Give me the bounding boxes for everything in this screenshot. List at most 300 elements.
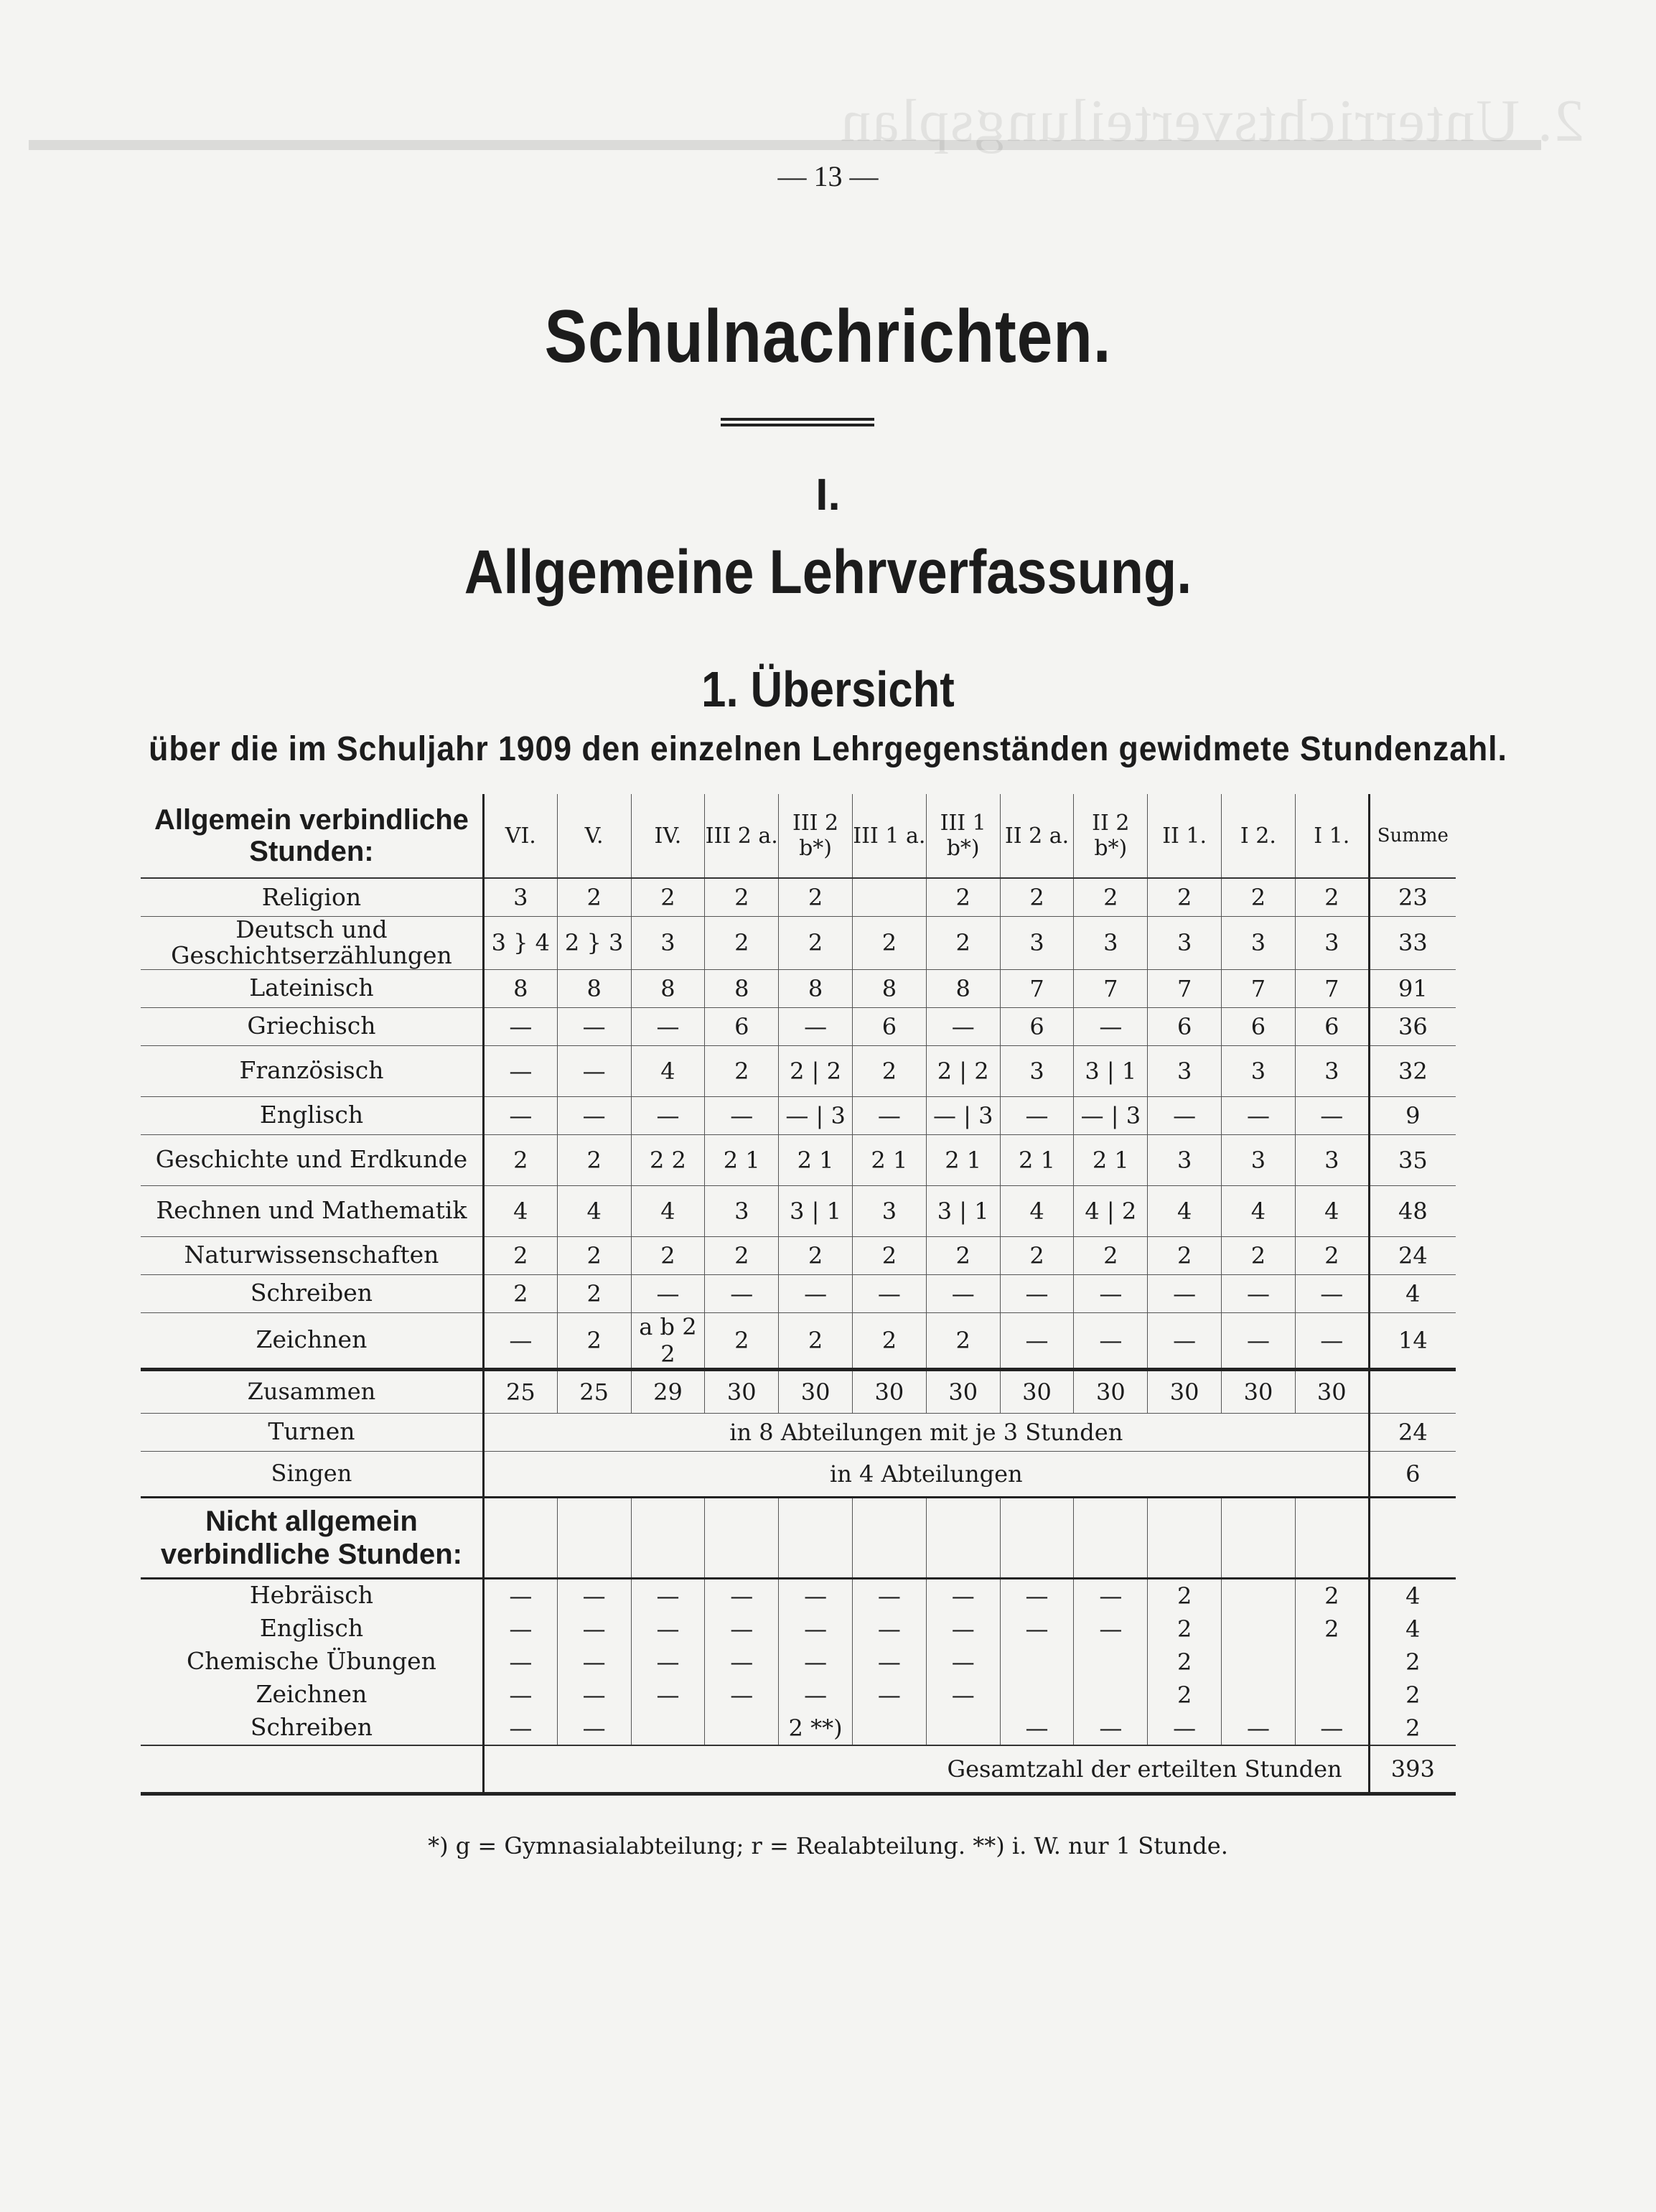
hours-table-body: [141, 794, 1456, 1793]
hours-cell: 3: [631, 917, 705, 970]
sum-cell: 35: [1369, 1134, 1456, 1185]
subject-label: Religion: [141, 878, 483, 917]
table-row: [141, 969, 1456, 1007]
hours-cell: —: [1222, 1096, 1296, 1134]
table-row: [141, 1274, 1456, 1312]
hours-cell: 2: [557, 878, 631, 917]
hours-cell: —: [631, 1096, 705, 1134]
optional-row: [141, 1578, 1456, 1613]
hours-cell: [1074, 1679, 1148, 1712]
hours-cell: —: [926, 1646, 1000, 1679]
column-header: II 1.: [1148, 794, 1222, 878]
sum-cell: 4: [1369, 1578, 1456, 1613]
hours-cell: 2: [1074, 1236, 1148, 1274]
hours-cell: 3: [1000, 917, 1074, 970]
hours-cell: —: [779, 1274, 853, 1312]
turnen-sum: 24: [1369, 1413, 1456, 1451]
hours-cell: —: [631, 1007, 705, 1045]
hours-cell: —: [705, 1646, 779, 1679]
hours-cell: —: [483, 1045, 557, 1096]
total-cell: 30: [1074, 1369, 1148, 1413]
empty-cell: [631, 1497, 705, 1578]
hours-cell: —: [852, 1679, 926, 1712]
hours-cell: 3 } 4: [483, 917, 557, 970]
hours-cell: —: [852, 1578, 926, 1613]
hours-cell: 2: [1222, 878, 1296, 917]
hours-cell: 2: [705, 1312, 779, 1369]
hours-cell: 2: [705, 917, 779, 970]
sum-cell: 9: [1369, 1096, 1456, 1134]
hours-cell: 2: [705, 1045, 779, 1096]
sum-cell: 23: [1369, 878, 1456, 917]
total-cell: 30: [1222, 1369, 1296, 1413]
hours-cell: 3: [1222, 917, 1296, 970]
hours-cell: [1222, 1578, 1296, 1613]
hours-cell: [705, 1712, 779, 1745]
hours-cell: [852, 878, 926, 917]
bleed-through-text: 2. Unterrichtsverteilungsplan: [839, 88, 1584, 154]
singen-label: Singen: [141, 1451, 483, 1497]
hours-cell: 8: [926, 969, 1000, 1007]
subject-label: Lateinisch: [141, 969, 483, 1007]
subject-label: Englisch: [141, 1096, 483, 1134]
total-cell: 30: [779, 1369, 853, 1413]
hours-cell: —: [852, 1646, 926, 1679]
hours-cell: 6: [705, 1007, 779, 1045]
section-title: Allgemeine Lehrverfassung.: [464, 538, 1192, 607]
header-label: Allgemein verbindliche Stunden:: [141, 794, 483, 878]
hours-cell: 2: [1074, 878, 1148, 917]
hours-cell: — | 3: [779, 1096, 853, 1134]
column-header: I 2.: [1222, 794, 1296, 878]
hours-cell: 2 1: [779, 1134, 853, 1185]
total-label: Zusammen: [141, 1369, 483, 1413]
hours-cell: 3: [1222, 1045, 1296, 1096]
sum-cell: 91: [1369, 969, 1456, 1007]
hours-cell: 2: [926, 878, 1000, 917]
hours-cell: —: [557, 1646, 631, 1679]
hours-cell: 3: [1074, 917, 1148, 970]
optional-row: [141, 1712, 1456, 1745]
total-cell: 29: [631, 1369, 705, 1413]
hours-cell: 2: [779, 917, 853, 970]
hours-cell: 2 1: [705, 1134, 779, 1185]
hours-cell: [1000, 1646, 1074, 1679]
hours-cell: 3: [483, 878, 557, 917]
hours-cell: 2: [557, 1274, 631, 1312]
hours-cell: 2: [483, 1236, 557, 1274]
subject-label: Zeichnen: [141, 1679, 483, 1712]
table-caption: über die im Schuljahr 1909 den einzelnen Lehrgegenständen gewidmete Stundenzahl.: [149, 730, 1507, 768]
hours-cell: —: [483, 1613, 557, 1646]
subject-label: Chemische Übungen: [141, 1646, 483, 1679]
hours-cell: —: [1000, 1312, 1074, 1369]
hours-cell: —: [483, 1712, 557, 1745]
sum-cell: 48: [1369, 1185, 1456, 1236]
hours-cell: 2: [557, 1134, 631, 1185]
hours-cell: 2: [631, 1236, 705, 1274]
hours-cell: —: [483, 1312, 557, 1369]
hours-cell: 2: [1000, 878, 1074, 917]
hours-cell: [1222, 1613, 1296, 1646]
hours-cell: 2: [852, 1045, 926, 1096]
hours-cell: —: [1295, 1312, 1369, 1369]
hours-cell: 8: [852, 969, 926, 1007]
table-row: [141, 917, 1456, 970]
hours-cell: 4: [1000, 1185, 1074, 1236]
hours-cell: —: [1074, 1312, 1148, 1369]
hours-cell: —: [483, 1007, 557, 1045]
hours-cell: —: [705, 1274, 779, 1312]
hours-cell: 6: [852, 1007, 926, 1045]
column-header: III 2 b*): [779, 794, 853, 878]
empty-cell: [779, 1497, 853, 1578]
total-cell: 25: [557, 1369, 631, 1413]
hours-cell: 2: [779, 878, 853, 917]
hours-cell: —: [483, 1646, 557, 1679]
hours-cell: —: [779, 1679, 853, 1712]
hours-cell: —: [1148, 1312, 1222, 1369]
double-rule-divider: [721, 418, 874, 426]
hours-cell: [1000, 1679, 1074, 1712]
empty-cell: [1148, 1497, 1222, 1578]
hours-cell: —: [1222, 1712, 1296, 1745]
hours-cell: 6: [1148, 1007, 1222, 1045]
subject-label: Rechnen und Mathematik: [141, 1185, 483, 1236]
subject-label: Schreiben: [141, 1274, 483, 1312]
hours-cell: —: [1000, 1578, 1074, 1613]
singen-sum: 6: [1369, 1451, 1456, 1497]
hours-cell: — | 3: [1074, 1096, 1148, 1134]
hours-cell: 2: [1295, 878, 1369, 917]
subject-label: Deutsch und Geschichtserzählungen: [141, 917, 483, 970]
page-number: — 13 —: [777, 160, 879, 192]
optional-row: [141, 1646, 1456, 1679]
hours-cell: —: [705, 1578, 779, 1613]
hours-cell: [926, 1712, 1000, 1745]
hours-cell: [631, 1712, 705, 1745]
hours-cell: 4: [1148, 1185, 1222, 1236]
hours-cell: 3: [1295, 1134, 1369, 1185]
hours-cell: 2: [852, 1312, 926, 1369]
hours-cell: 4 | 2: [1074, 1185, 1148, 1236]
subject-label: Griechisch: [141, 1007, 483, 1045]
hours-cell: 2: [1148, 1679, 1222, 1712]
hours-cell: —: [852, 1096, 926, 1134]
hours-cell: 8: [631, 969, 705, 1007]
subject-label: Englisch: [141, 1613, 483, 1646]
total-cell: 30: [926, 1369, 1000, 1413]
hours-cell: 2: [1148, 1236, 1222, 1274]
hours-cell: —: [926, 1613, 1000, 1646]
hours-cell: 4: [631, 1045, 705, 1096]
hours-cell: —: [1295, 1096, 1369, 1134]
hours-cell: —: [705, 1096, 779, 1134]
subject-label: Zeichnen: [141, 1312, 483, 1369]
turnen-label: Turnen: [141, 1413, 483, 1451]
hours-cell: 4: [557, 1185, 631, 1236]
turnen-row: [141, 1413, 1456, 1451]
hours-cell: 2: [852, 917, 926, 970]
optional-row: [141, 1613, 1456, 1646]
hours-cell: 2 | 2: [926, 1045, 1000, 1096]
hours-cell: [1222, 1646, 1296, 1679]
hours-cell: 7: [1222, 969, 1296, 1007]
hours-cell: —: [779, 1578, 853, 1613]
hours-cell: —: [926, 1274, 1000, 1312]
hours-cell: 3: [1295, 1045, 1369, 1096]
hours-cell: 2: [631, 878, 705, 917]
hours-table: [141, 794, 1456, 1796]
column-header: IV.: [631, 794, 705, 878]
hours-cell: 4: [1222, 1185, 1296, 1236]
table-header-row: [141, 794, 1456, 878]
sum-cell: 14: [1369, 1312, 1456, 1369]
hours-cell: 2: [1295, 1578, 1369, 1613]
hours-cell: 4: [1295, 1185, 1369, 1236]
hours-cell: 3 | 1: [926, 1185, 1000, 1236]
section-numeral: I.: [815, 470, 841, 520]
column-header: VI.: [483, 794, 557, 878]
hours-cell: 2 1: [1000, 1134, 1074, 1185]
column-header: III 1 a.: [852, 794, 926, 878]
hours-cell: 8: [779, 969, 853, 1007]
hours-cell: 2: [1148, 878, 1222, 917]
hours-cell: 2: [926, 1312, 1000, 1369]
hours-cell: —: [1148, 1096, 1222, 1134]
singen-row: [141, 1451, 1456, 1497]
subject-label: Naturwissenschaften: [141, 1236, 483, 1274]
hours-cell: 2 | 2: [779, 1045, 853, 1096]
sum-cell: 4: [1369, 1613, 1456, 1646]
hours-cell: 2: [1222, 1236, 1296, 1274]
sum-cell: 2: [1369, 1646, 1456, 1679]
hours-cell: 2: [926, 1236, 1000, 1274]
total-cell: 30: [705, 1369, 779, 1413]
hours-cell: —: [1295, 1712, 1369, 1745]
hours-cell: 2: [1148, 1578, 1222, 1613]
hours-cell: —: [483, 1096, 557, 1134]
empty-sum-cell: [1369, 1497, 1456, 1578]
total-cell: 25: [483, 1369, 557, 1413]
hours-cell: —: [705, 1679, 779, 1712]
hours-cell: —: [1000, 1274, 1074, 1312]
hours-cell: —: [1222, 1312, 1296, 1369]
table-row: [141, 1312, 1456, 1369]
subject-label: Geschichte und Erdkunde: [141, 1134, 483, 1185]
empty-cell: [852, 1497, 926, 1578]
table-row: [141, 1007, 1456, 1045]
column-header: II 2 a.: [1000, 794, 1074, 878]
sum-cell: 2: [1369, 1712, 1456, 1745]
hours-cell: 2: [779, 1312, 853, 1369]
hours-cell: 2: [926, 917, 1000, 970]
hours-cell: 2 1: [852, 1134, 926, 1185]
hours-cell: [1222, 1679, 1296, 1712]
optional-header-row: [141, 1497, 1456, 1578]
hours-cell: —: [631, 1679, 705, 1712]
column-header: III 1 b*): [926, 794, 1000, 878]
hours-cell: 2: [557, 1236, 631, 1274]
sum-cell: 33: [1369, 917, 1456, 970]
table-row: [141, 1185, 1456, 1236]
column-header: III 2 a.: [705, 794, 779, 878]
total-cell: 30: [1000, 1369, 1074, 1413]
hours-cell: 8: [557, 969, 631, 1007]
sum-cell: 32: [1369, 1045, 1456, 1096]
hours-cell: —: [483, 1578, 557, 1613]
subject-label: Hebräisch: [141, 1578, 483, 1613]
table-row: [141, 1236, 1456, 1274]
hours-cell: —: [705, 1613, 779, 1646]
hours-cell: —: [631, 1274, 705, 1312]
hours-cell: 3: [1295, 917, 1369, 970]
hours-cell: [1295, 1646, 1369, 1679]
hours-cell: 3: [1148, 917, 1222, 970]
hours-cell: 6: [1000, 1007, 1074, 1045]
total-cell: 30: [1295, 1369, 1369, 1413]
grand-total-sum: 393: [1369, 1745, 1456, 1794]
empty-cell: [1295, 1497, 1369, 1578]
hours-cell: —: [557, 1007, 631, 1045]
hours-cell: —: [1148, 1274, 1222, 1312]
column-header: V.: [557, 794, 631, 878]
column-header: I 1.: [1295, 794, 1369, 878]
column-header: II 2 b*): [1074, 794, 1148, 878]
empty-cell: [926, 1497, 1000, 1578]
hours-cell: 3: [1000, 1045, 1074, 1096]
hours-cell: 2: [1295, 1613, 1369, 1646]
hours-cell: 2: [1148, 1646, 1222, 1679]
hours-cell: —: [1074, 1578, 1148, 1613]
hours-cell: —: [557, 1045, 631, 1096]
hours-cell: —: [779, 1646, 853, 1679]
subject-label: Schreiben: [141, 1712, 483, 1745]
hours-cell: —: [1295, 1274, 1369, 1312]
total-sum-cell: [1369, 1369, 1456, 1413]
hours-cell: 7: [1148, 969, 1222, 1007]
hours-cell: 2 2: [631, 1134, 705, 1185]
hours-cell: 3: [1148, 1045, 1222, 1096]
hours-cell: —: [852, 1613, 926, 1646]
hours-cell: —: [557, 1679, 631, 1712]
hours-cell: [852, 1712, 926, 1745]
hours-cell: 2 } 3: [557, 917, 631, 970]
hours-cell: —: [1000, 1712, 1074, 1745]
hours-cell: —: [631, 1613, 705, 1646]
hours-cell: 4: [483, 1185, 557, 1236]
hours-cell: —: [926, 1007, 1000, 1045]
hours-cell: 7: [1074, 969, 1148, 1007]
grand-total-spacer: [141, 1745, 483, 1794]
hours-table-wrapper: [141, 794, 1456, 1796]
hours-cell: —: [557, 1578, 631, 1613]
footnote: *) g = Gymnasialabteilung; r = Realabteilung. **) i. W. nur 1 Stunde.: [428, 1832, 1228, 1859]
hours-cell: 2: [705, 878, 779, 917]
table-row: [141, 1045, 1456, 1096]
hours-cell: 2 1: [926, 1134, 1000, 1185]
empty-cell: [483, 1497, 557, 1578]
hours-cell: —: [852, 1274, 926, 1312]
hours-cell: [1074, 1646, 1148, 1679]
hours-cell: 3 | 1: [779, 1185, 853, 1236]
hours-cell: 2: [779, 1236, 853, 1274]
total-cell: 30: [852, 1369, 926, 1413]
hours-cell: 3: [852, 1185, 926, 1236]
hours-cell: —: [779, 1007, 853, 1045]
hours-cell: —: [483, 1679, 557, 1712]
hours-cell: 3: [705, 1185, 779, 1236]
hours-cell: —: [926, 1578, 1000, 1613]
empty-cell: [557, 1497, 631, 1578]
hours-cell: 2: [1148, 1613, 1222, 1646]
empty-cell: [705, 1497, 779, 1578]
hours-cell: 2 1: [1074, 1134, 1148, 1185]
sum-cell: 36: [1369, 1007, 1456, 1045]
subsection-title: 1. Übersicht: [701, 661, 955, 717]
hours-cell: 2: [1295, 1236, 1369, 1274]
total-cell: 30: [1148, 1369, 1222, 1413]
empty-cell: [1222, 1497, 1296, 1578]
hours-cell: —: [1074, 1712, 1148, 1745]
hours-cell: —: [631, 1578, 705, 1613]
hours-cell: 2: [483, 1134, 557, 1185]
hours-cell: 3: [1148, 1134, 1222, 1185]
subject-label: Französisch: [141, 1045, 483, 1096]
turnen-note: in 8 Abteilungen mit je 3 Stunden: [483, 1413, 1369, 1451]
optional-header-label: Nicht allgemein verbindliche Stunden:: [141, 1497, 483, 1578]
table-row: [141, 1134, 1456, 1185]
empty-cell: [1074, 1497, 1148, 1578]
empty-cell: [1000, 1497, 1074, 1578]
hours-cell: —: [557, 1712, 631, 1745]
hours-cell: 8: [705, 969, 779, 1007]
table-row: [141, 878, 1456, 917]
hours-cell: —: [1074, 1613, 1148, 1646]
hours-cell: 6: [1295, 1007, 1369, 1045]
grand-total-label: Gesamtzahl der erteilten Stunden: [483, 1745, 1369, 1794]
hours-cell: —: [926, 1679, 1000, 1712]
sum-cell: 2: [1369, 1679, 1456, 1712]
total-row: [141, 1369, 1456, 1413]
hours-cell: —: [1000, 1096, 1074, 1134]
hours-cell: —: [557, 1096, 631, 1134]
hours-cell: —: [1222, 1274, 1296, 1312]
hours-cell: 7: [1000, 969, 1074, 1007]
singen-note: in 4 Abteilungen: [483, 1451, 1369, 1497]
hours-cell: 8: [483, 969, 557, 1007]
page-title: Schulnachrichten.: [544, 295, 1112, 378]
hours-cell: 2: [483, 1274, 557, 1312]
hours-cell: 2 **): [779, 1712, 853, 1745]
hours-cell: —: [557, 1613, 631, 1646]
hours-cell: 2: [852, 1236, 926, 1274]
hours-cell: [1295, 1679, 1369, 1712]
hours-cell: —: [631, 1646, 705, 1679]
hours-cell: —: [1000, 1613, 1074, 1646]
hours-cell: —: [1074, 1274, 1148, 1312]
hours-cell: a b 2 2: [631, 1312, 705, 1369]
hours-cell: — | 3: [926, 1096, 1000, 1134]
hours-cell: 3 | 1: [1074, 1045, 1148, 1096]
hours-cell: 2: [1000, 1236, 1074, 1274]
hours-cell: —: [779, 1613, 853, 1646]
hours-cell: 7: [1295, 969, 1369, 1007]
hours-cell: 4: [631, 1185, 705, 1236]
sum-column-header: Summe: [1369, 794, 1456, 878]
sum-cell: 4: [1369, 1274, 1456, 1312]
table-row: [141, 1096, 1456, 1134]
